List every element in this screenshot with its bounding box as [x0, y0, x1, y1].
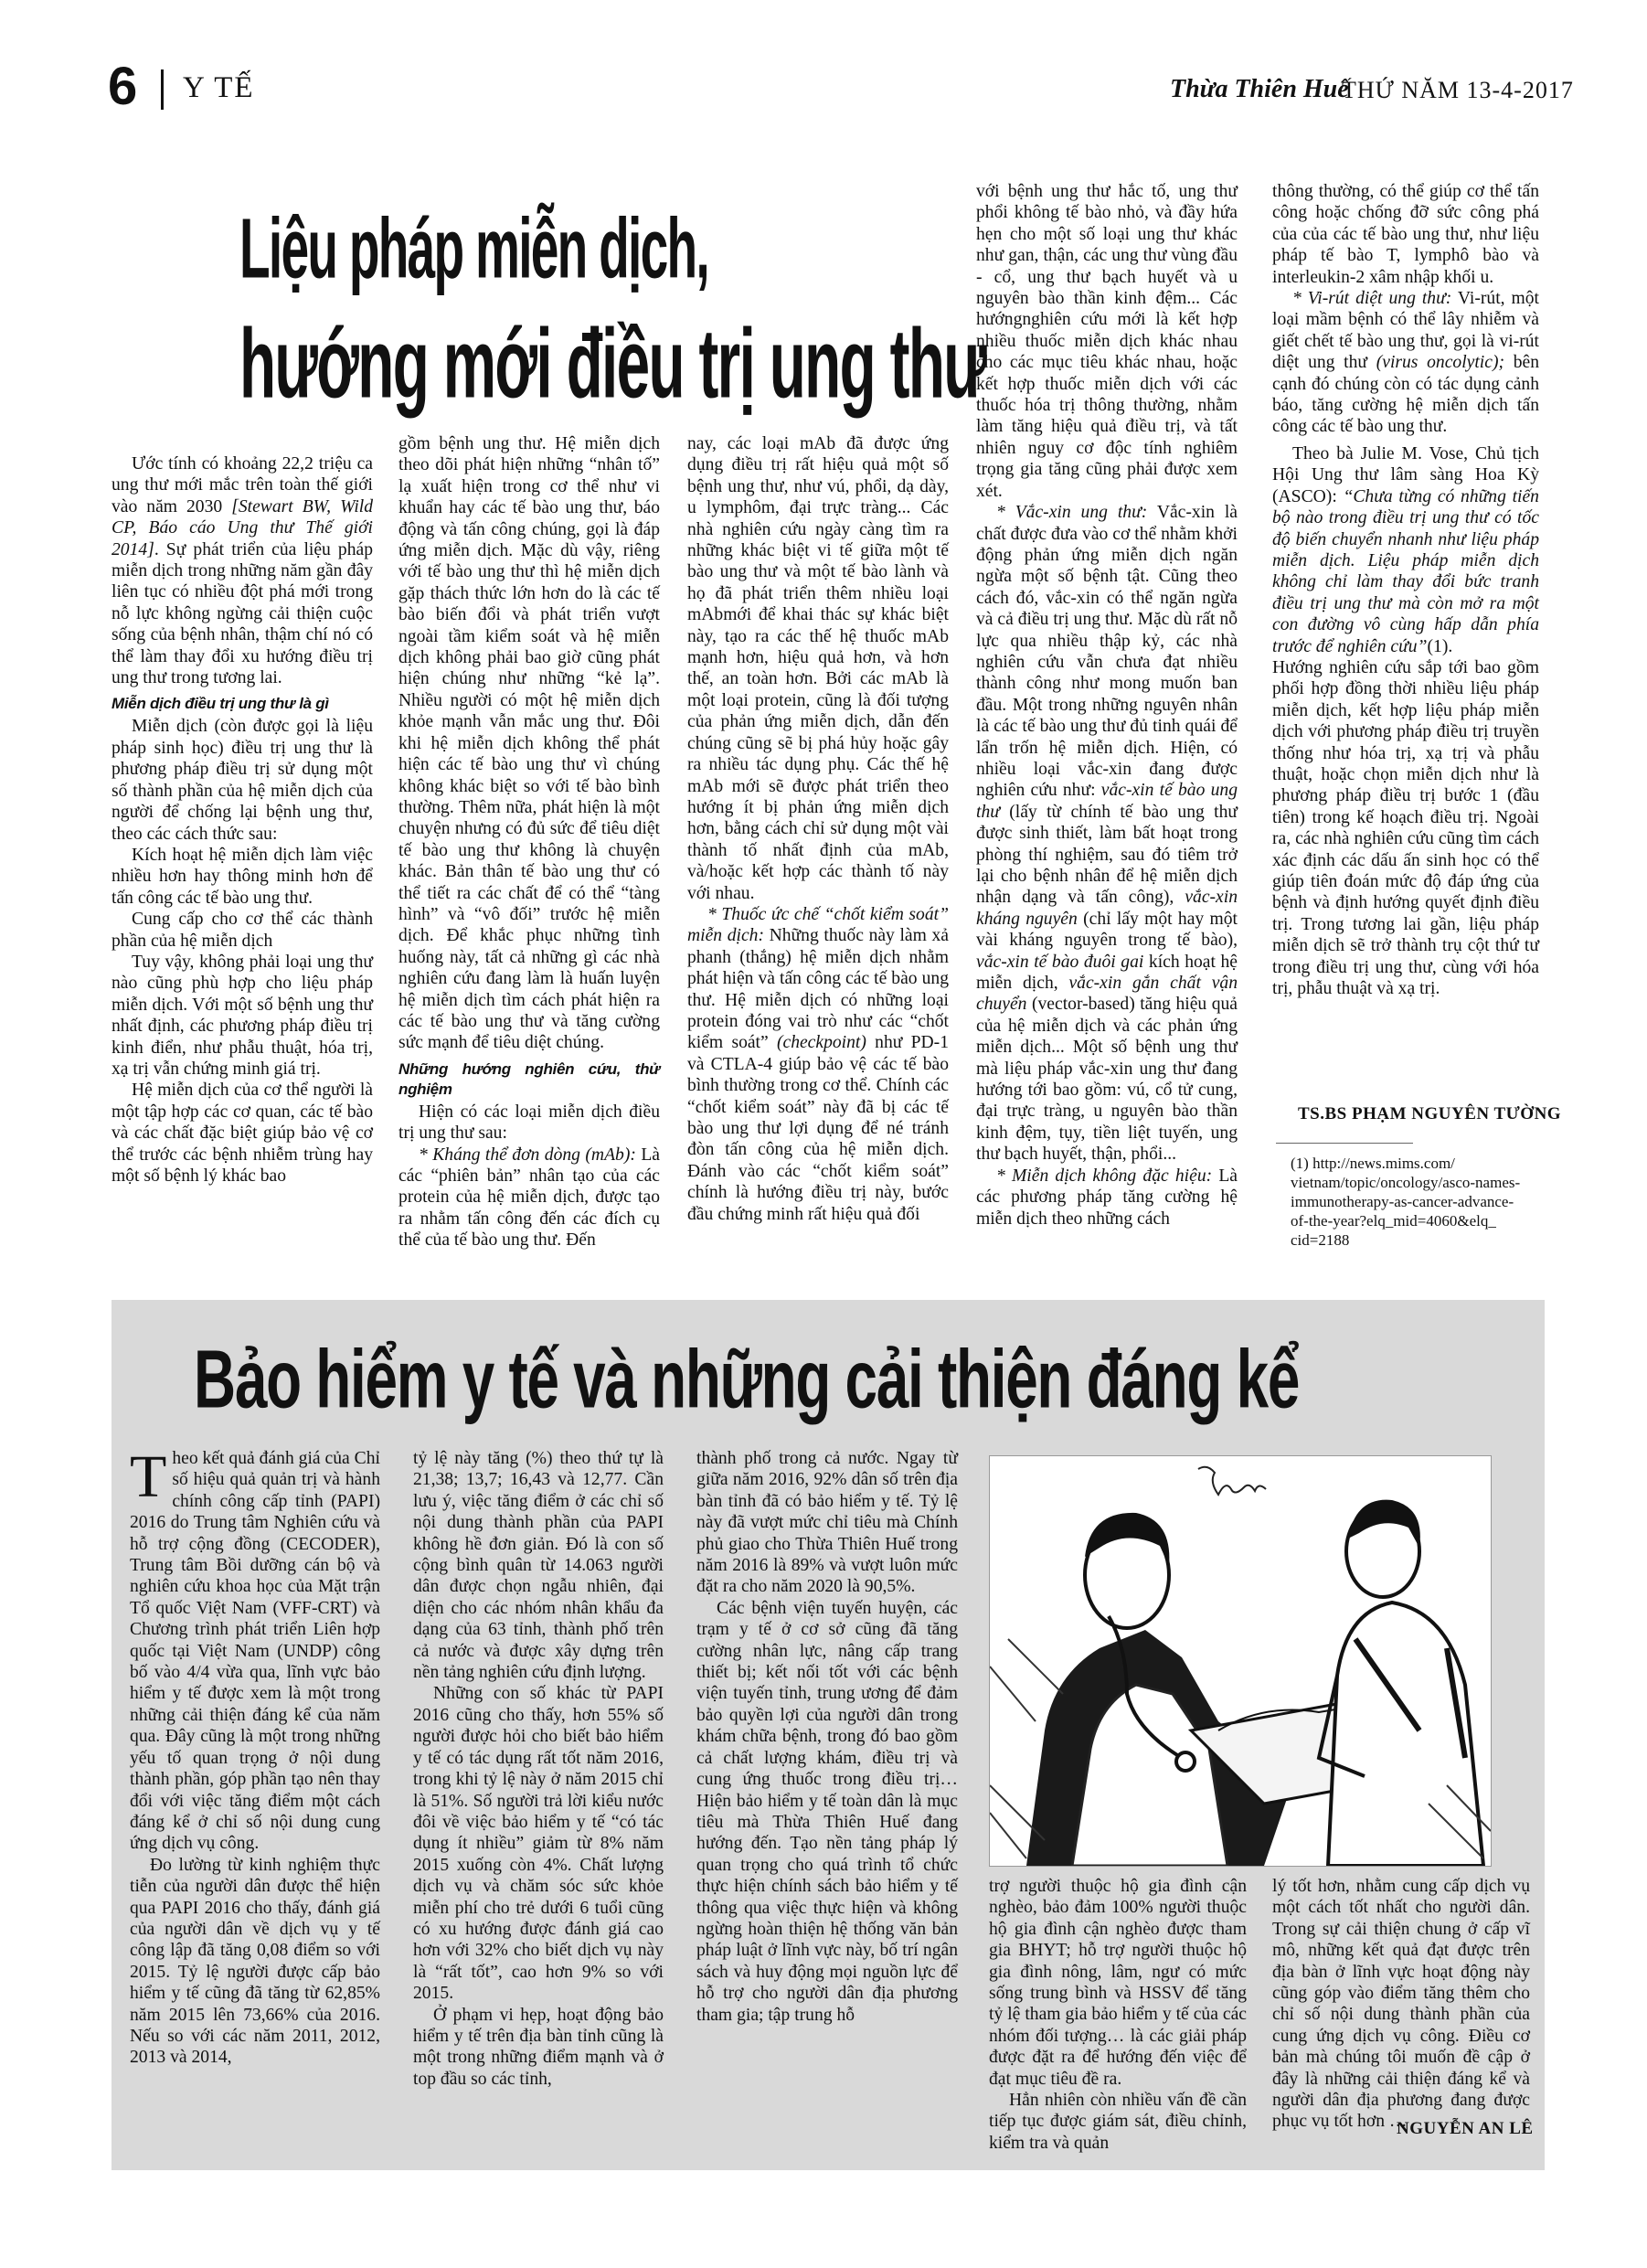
paragraph: Hiện có các loại miễn dịch điều trị ung thư sau:: [398, 1102, 660, 1144]
article1-column-5: [1272, 181, 1539, 999]
newspaper-name: Thừa Thiên Huế: [1170, 75, 1349, 103]
paragraph: thông thường, có thể giúp cơ thể tấn công hoặc chống đỡ sức công phá của của các tế bào ung thư, như liệu pháp tế bào T, lymphô bào và interleukin-2 xâm nhập khối u.: [1272, 182, 1539, 287]
issue-date: THỨ NĂM 13-4-2017: [1342, 77, 1574, 103]
paragraph-text: Vắc-xin là chất được đưa vào cơ thể nhằm khởi động phản ứng miễn dịch ngăn ngừa một số bệnh tật. Cũng theo cách đó, vắc-xin có thể ngăn ngừa và cả điều trị ung thư. Mặc dù rất nỗ lực qua nhiều thập kỷ, các nhà nghiên cứu vẫn chưa đạt nhiều thành công như mong muốn ban đầu. Một trong những nguyên nhân là các tế bào ung thư đủ tinh quái để lẩn trốn hệ miễn dịch. Hiện, có nhiều loại vắc-xin đang được nghiên cứu như:: [976, 503, 1238, 801]
term: vắc-xin tế bào đuôi gai: [976, 952, 1144, 972]
article1-author: TS.BS PHẠM NGUYÊN TƯỜNG: [1298, 1104, 1562, 1123]
item-label: * Vi-rút diệt ung thư:: [1292, 289, 1452, 309]
article2-column-5: [1272, 1876, 1530, 2133]
paragraph-text: như PD-1 và CTLA-4 giúp bảo vệ các tế bào bình thường trong cơ thể. Chính các “chốt kiểm soát” này đã bị các tế bào ung thư lợi dụng để né tránh đòn tấn công của hệ miễn dịch. Đánh vào các “chốt kiểm soát” chính là hướng điều trị này, bước đầu chứng minh rất hiệu quả đối: [687, 1033, 949, 1224]
drop-cap: T: [130, 1443, 167, 1510]
illustration-drawing: [990, 1456, 1491, 1866]
header-divider: [161, 69, 164, 110]
paragraph-text: Ước tính có khoảng 22,2 triệu ca ung thư mới mắc trên toàn thế giới vào năm 2030: [112, 454, 373, 516]
article1-column-1: [112, 453, 373, 1187]
term: vắc-xin kháng nguyên: [976, 888, 1238, 929]
item-label: * Kháng thể đơn dòng (mAb):: [419, 1145, 636, 1165]
term: vắc-xin gắn chất vận chuyển: [976, 974, 1238, 1015]
paragraph-text: kích hoạt hệ miễn dịch,: [976, 952, 1238, 994]
article2-column-2: [413, 1448, 664, 2090]
paragraph-text: Là các phương pháp tăng cường hệ miễn dịch theo những cách: [976, 1166, 1238, 1229]
paragraph: Miễn dịch (còn được gọi là liệu pháp sinh học) điều trị ung thư là phương pháp điều trị sử dụng một số thành phần của hệ miễn dịch của người để chống lại bệnh ung thư, theo các cách thức sau:: [112, 717, 373, 844]
term: vắc-xin tế bào ung thư: [976, 781, 1238, 822]
paragraph-text: Vi-rút, một loại mầm bệnh có thể lây nhiễm và giết chết tế bào ung thư, gọi là vi-rút diệt ung thư: [1272, 289, 1539, 373]
paragraph: trợ người thuộc hộ gia đình cận nghèo, bảo đảm 100% người thuộc hộ gia đình cận nghèo được tham gia BHYT; hỗ trợ người thuộc hộ gia đình nông, lâm, ngư có mức sống trung bình và HSSV để tăng tỷ lệ tham gia bảo hiểm y tế của các nhóm đối tượng… là các giải pháp được đặt ra để hướng đến việc để đạt mục tiêu đề ra.: [989, 1877, 1247, 2089]
paragraph: Tuy vậy, không phải loại ung thư nào cũng phù hợp cho liệu pháp miễn dịch. Với một số bệnh ung thư nhất định, các phương pháp điều trị kinh điển, như phẫu thuật, hóa trị, xạ trị vẫn chứng minh giá trị.: [112, 952, 373, 1079]
term: (checkpoint): [776, 1033, 866, 1053]
quote: “Chưa từng có những tiến bộ nào trong điều trị ung thư có tốc độ biến chuyển nhanh như liệu pháp miễn dịch. Liệu pháp miễn dịch không chỉ làm thay đổi bức tranh điều trị ung thư mà còn mở ra một con đường vô cùng hấp dẫn phía trước để nghiên cứu”: [1272, 486, 1539, 656]
article2-author: NGUYỄN AN LÊ: [1397, 2119, 1534, 2138]
paragraph-text: heo kết quả đánh giá của Chỉ số hiệu quả quản trị và hành chính công cấp tỉnh (PAPI) 2016 do Trung tâm Nghiên cứu và hỗ trợ cộng đồng (CECODER), Trung tâm Bồi dưỡng cán bộ và nghiên cứu khoa học của Mặt trận Tổ quốc Việt Nam (VFF-CRT) và Chương trình phát triển Liên hợp quốc tại Việt Nam (UNDP) công bố vào 4/4 vừa qua, lĩnh vực bảo hiểm y tế được xem là một trong những cải thiện đáng kể của năm qua. Đây cũng là một trong những yếu tố quan trọng ở nội dung thành phần, góp phần tạo nên thay đổi với việc tăng điểm một cách đáng kể ở chỉ số nội dung cung ứng dịch vụ công.: [130, 1449, 380, 1854]
article2-title: Bảo hiểm y tế và những cải thiện đáng kể: [194, 1334, 1300, 1426]
article1-title-line2: hướng mới điều trị ung thư: [239, 308, 986, 419]
paragraph-text: Những thuốc này làm xả phanh (thắng) hệ miễn dịch nhằm phát hiện và tấn công các tế bào ung thư. Hệ miễn dịch có những loại protein đóng vai trò như các “chốt kiểm soát”: [687, 926, 949, 1053]
subheading-what-is: Miễn dịch điều trị ung thư là gì: [112, 695, 329, 713]
paragraph: với bệnh ung thư hắc tố, ung thư phổi không tế bào nhỏ, và đầy hứa hẹn cho một số loại ung thư khác như gan, thận, các ung thư vùng đầu - cổ, ung thư bạch huyết và u nguyên bào thần kinh đệm... Các hướngnghiên cứu mới là kết hợp nhiều thuốc miễn dịch khác nhau cho các mục tiêu khác nhau, hoặc kết hợp thuốc miễn dịch với các thuốc hóa trị thông thường, nhằm làm tăng hiệu quả điều trị, và tất nhiên nguy cơ độc tính nghiêm trọng gia tăng cũng phải được xem xét.: [976, 182, 1238, 501]
paragraph: gồm bệnh ung thư. Hệ miễn dịch theo dõi phát hiện những “nhân tố” lạ xuất hiện trong cơ thể như vi khuẩn hay các tế bào ung thư, báo động và tấn công chúng, gọi là đáp ứng miễn dịch. Mặc dù vậy, riêng với tế bào ung thư thì hệ miễn dịch gặp thách thức lớn hơn do là các tế bào biến đổi và phát triển vượt ngoài tầm kiểm soát và hệ miễn dịch không phải bao giờ cũng phát hiện chúng như những “kẻ lạ”. Nhiều người có một hệ miễn dịch khỏe mạnh vẫn mắc ung thư. Đôi khi hệ miễn dịch không thể phát hiện các tế bào ung thư vì chúng không khác biệt so với tế bào bình thường. Thêm nữa, phát hiện là một chuyện nhưng có đủ sức để tiêu diệt tế bào ung thư không là chuyện khác. Bản thân tế bào ung thư có thể tiết ra các chất để có thể “tàng hình” và “vô đối” trước hệ miễn dịch. Để khắc phục những tình huống này, tất cả những gì các nhà nghiên cứu đang làm là huấn luyện hệ miễn dịch tìm cách phát hiện ra các tế bào ung thư và tăng cường sức mạnh để tiêu diệt chúng.: [398, 434, 660, 1053]
paragraph: tỷ lệ này tăng (%) theo thứ tự là 21,38; 13,7; 16,43 và 12,77. Cần lưu ý, việc tăng điểm ở các chỉ số nội dung thành phần của PAPI không hề đơn giản. Đó là con số cộng bình quân từ 14.063 người dân được chọn ngẫu nhiên, đại diện cho các nhóm nhân khẩu đa dạng của 63 tỉnh, thành phố trên cả nước và được xây dựng trên nền tảng nghiên cứu định lượng.: [413, 1449, 664, 1683]
footnote-rule: [1276, 1143, 1413, 1144]
paragraph-text: (lấy từ chính tế bào ung thư được sinh thiết, làm bất hoạt trong phòng thí nghiệm, sau đó tiêm trở lại cho bệnh nhân để hệ miễn dịch nhận dạng và tấn công),: [976, 802, 1238, 908]
article1-column-4: [976, 181, 1238, 1230]
article2-column-1: [130, 1443, 380, 2069]
paragraph: Hệ miễn dịch của cơ thể người là một tập hợp các cơ quan, các tế bào và các chất đặc biệt giúp bảo vệ cơ thể trước các bệnh nhiễm trùng hay một số bệnh lý khác bao: [112, 1081, 373, 1186]
paragraph-text: bên cạnh đó chúng còn có tác dụng cảnh báo, tăng cường hệ miễn dịch tấn công các tế bào ung thư.: [1272, 353, 1539, 437]
paragraph-text: Theo bà Julie M. Vose, Chủ tịch Hội Ung thư lâm sàng Hoa Kỳ (ASCO):: [1272, 443, 1539, 506]
item-label: * Vắc-xin ung thư:: [996, 503, 1148, 523]
section-title: Y TẾ: [183, 71, 255, 104]
paragraph: Những con số khác từ PAPI 2016 cũng cho thấy, hơn 55% số người được hỏi cho biết bảo hiểm y tế có tác dụng rất tốt năm 2016, trong khi tỷ lệ này ở năm 2015 chỉ là 51%. Số người trả lời kiểu nước đôi về việc bảo hiểm y tế “có tác dụng ít nhiều” giảm từ 8% năm 2015 xuống còn 4%. Chất lượng dịch vụ và chăm sóc sức khỏe miễn phí cho trẻ dưới 6 tuổi cũng có xu hướng được đánh giá cao hơn với 32% cho biết dịch vụ này là “rất tốt”, cao hơn 9% so với 2015.: [413, 1684, 664, 2004]
paragraph: Kích hoạt hệ miễn dịch làm việc nhiều hơn hay thông minh hơn để tấn công các tế bào ung thư.: [112, 845, 373, 908]
paragraph: Hẳn nhiên còn nhiều vấn đề cần tiếp tục được giám sát, điều chỉnh, kiểm tra và quản: [989, 2091, 1247, 2153]
item-label: * Miễn dịch không đặc hiệu:: [996, 1166, 1213, 1186]
paragraph-text: . Sự phát triển của liệu pháp miễn dịch trong những năm gần đây liên tục có nhiều đột phá mới trong nỗ lực không ngừng cải thiện cuộc sống của bệnh nhân, thậm chí nó có thể làm thay đổi xu hướng điều trị ung thư trong tương lai.: [112, 539, 373, 688]
subheading-research: Những hướng nghiên cứu, thử nghiệm: [398, 1059, 660, 1098]
footnote: (1) http://news.mims.com/ vietnam/topic/oncology/asco-names-immunotherapy-as-cancer-advance-of-the-year?elq_mid=4060&elq_ cid=2188: [1291, 1155, 1521, 1249]
paragraph-text: (vector-based) tăng hiệu quả của hệ miễn dịch và các phản ứng miễn dịch... Một số bệnh ung thư mà liệu pháp vắc-xin ung thư đang hướng tới bao gồm: vú, cổ tử cung, đại trực tràng, u nguyên bào thần kinh đệm, tụy, tiền liệt tuyến, ung thư bạch huyết, thận, phổi...: [976, 995, 1238, 1165]
paragraph: thành phố trong cả nước. Ngay từ giữa năm 2016, 92% dân số trên địa bàn tỉnh đã có bảo hiểm y tế. Tỷ lệ này đã vượt mức chỉ tiêu mà Chính phủ giao cho Thừa Thiên Huế trong năm 2016 là 89% và vượt luôn mức đặt ra cho năm 2020 là 90,5%.: [696, 1449, 958, 1597]
page-number: 6: [108, 57, 138, 116]
paragraph-text: (1).: [1427, 636, 1453, 656]
term: (virus oncolytic);: [1376, 353, 1504, 373]
paragraph: nay, các loại mAb đã được ứng dụng điều trị rất hiệu quả một số bệnh ung thư, như vú, phổi, dạ dày, u lymphôm, đại trực tràng... Các nhà nghiên cứu ngày càng tìm ra những khác biệt vi tế giữa một tế bào ung thư và một tế bào lành và họ đã phát triển thêm nhiều loại mAbmới để khai thác sự khác biệt này, tạo ra các thế hệ thuốc mAb mạnh hơn, hiệu quả hơn, và hơn thế, an toàn hơn. Bởi các mAb là một loại protein, cũng là đối tượng của phản ứng miễn dịch, dẫn đến chúng cũng sẽ bị phá hủy hoặc gây ra nhiều tác dụng phụ. Các thế hệ mAb mới sẽ được phát triển theo hướng ít bị phản ứng miễn dịch hơn, bằng cách chỉ sử dụng một vài thành tố nhất định của mAb, và/hoặc kết hợp các thành tố này với nhau.: [687, 434, 949, 903]
article2-column-3: [696, 1448, 958, 2026]
article2-column-4: [989, 1876, 1247, 2154]
paragraph-text: Là các “phiên bản” nhân tạo của các protein của hệ miễn dịch, được tạo ra nhằm tấn công đến các đích cụ thể của tế bào ung thư. Đến: [398, 1145, 660, 1251]
paragraph: Đo lường từ kinh nghiệm thực tiễn của người dân được thể hiện qua PAPI 2016 cho thấy, đánh giá của người dân về dịch vụ y tế công lập đã tăng 0,08 điểm so với 2015. Tỷ lệ người được cấp bảo hiểm y tế cũng đã tăng từ 62,85% năm 2015 lên 73,66% của 2016. Nếu so với các năm 2011, 2012, 2013 và 2014,: [130, 1855, 380, 2068]
item-label: * Thuốc ức chế “chốt kiểm soát” miễn dịch:: [687, 904, 949, 946]
article1-column-3: [687, 433, 949, 1225]
paragraph: lý tốt hơn, nhằm cung cấp dịch vụ một cách tốt nhất cho người dân. Trong sự cải thiện chung ở cấp vĩ mô, những kết quả đạt được trên địa bàn ở lĩnh vực hoạt động này cũng góp vào điểm tăng thêm cho chỉ số nội dung thành phần của cung ứng dịch vụ công. Điều cơ bản mà chúng tôi muốn đề cập ở đây là những cải thiện đáng kể và người dân địa phương đang được phục vụ tốt hơn …: [1272, 1877, 1530, 2132]
paragraph: Ở phạm vi hẹp, hoạt động bảo hiểm y tế trên địa bàn tỉnh cũng là một trong những điểm mạnh và ở top đầu so các tỉnh,: [413, 2005, 664, 2089]
doctor-stethoscope-illustration: [989, 1455, 1492, 1867]
paragraph: Các bệnh viện tuyến huyện, các trạm y tế ở cơ sở cũng đã tăng cường nhân lực, nâng cấp trang thiết bị; kết nối tốt với các bệnh viện tuyến tỉnh, trung ương để đảm bảo quyền lợi của người dân trong khám chữa bệnh, trong đó bao gồm cả chất lượng khám, điều trị và cung ứng thuốc trong điều trị… Hiện bảo hiểm y tế toàn dân là mục tiêu mà Thừa Thiên Huế đang hướng đến. Tạo nền tảng pháp lý quan trọng cho quá trình tổ chức thực hiện chính sách bảo hiểm y tế thông qua việc thực hiện và không ngừng hoàn thiện hệ thống văn bản pháp luật ở lĩnh vực này, bố trí ngân sách và huy động mọi nguồn lực để hỗ trợ cho người dân địa phương tham gia; tập trung hỗ: [696, 1598, 958, 2025]
paragraph-text: (chỉ lấy một hay một vài kháng nguyên trong tế bào),: [976, 909, 1238, 951]
paragraph: Cung cấp cho cơ thể các thành phần của hệ miễn dịch: [112, 910, 373, 951]
article1-column-2: [398, 433, 660, 1251]
paragraph: Hướng nghiên cứu sắp tới bao gồm phối hợp đồng thời nhiều liệu pháp miễn dịch, kết hợp liệu pháp miễn dịch với phương pháp điều trị truyền thống như hóa trị, xạ trị và phẫu thuật, hoặc chọn miễn dịch như là phương pháp điều trị bước 1 (đầu tiên) trong kế hoạch điều trị. Ngoài ra, các nhà nghiên cứu cũng tìm cách xác định các dấu ấn sinh học có thể giúp tiên đoán mức độ đáp ứng của bệnh và định hướng quyết định điều trị. Trong tương lai gần, liệu pháp miễn dịch sẽ trở thành trụ cột thứ tư trong điều trị ung thư, cùng với hóa trị, phẫu thuật và xạ trị.: [1272, 657, 1539, 999]
article1-title-line1: Liệu pháp miễn dịch,: [239, 200, 708, 296]
citation: [Stewart BW, Wild CP, Báo cáo Ung thư Thế giới 2014]: [112, 496, 373, 559]
